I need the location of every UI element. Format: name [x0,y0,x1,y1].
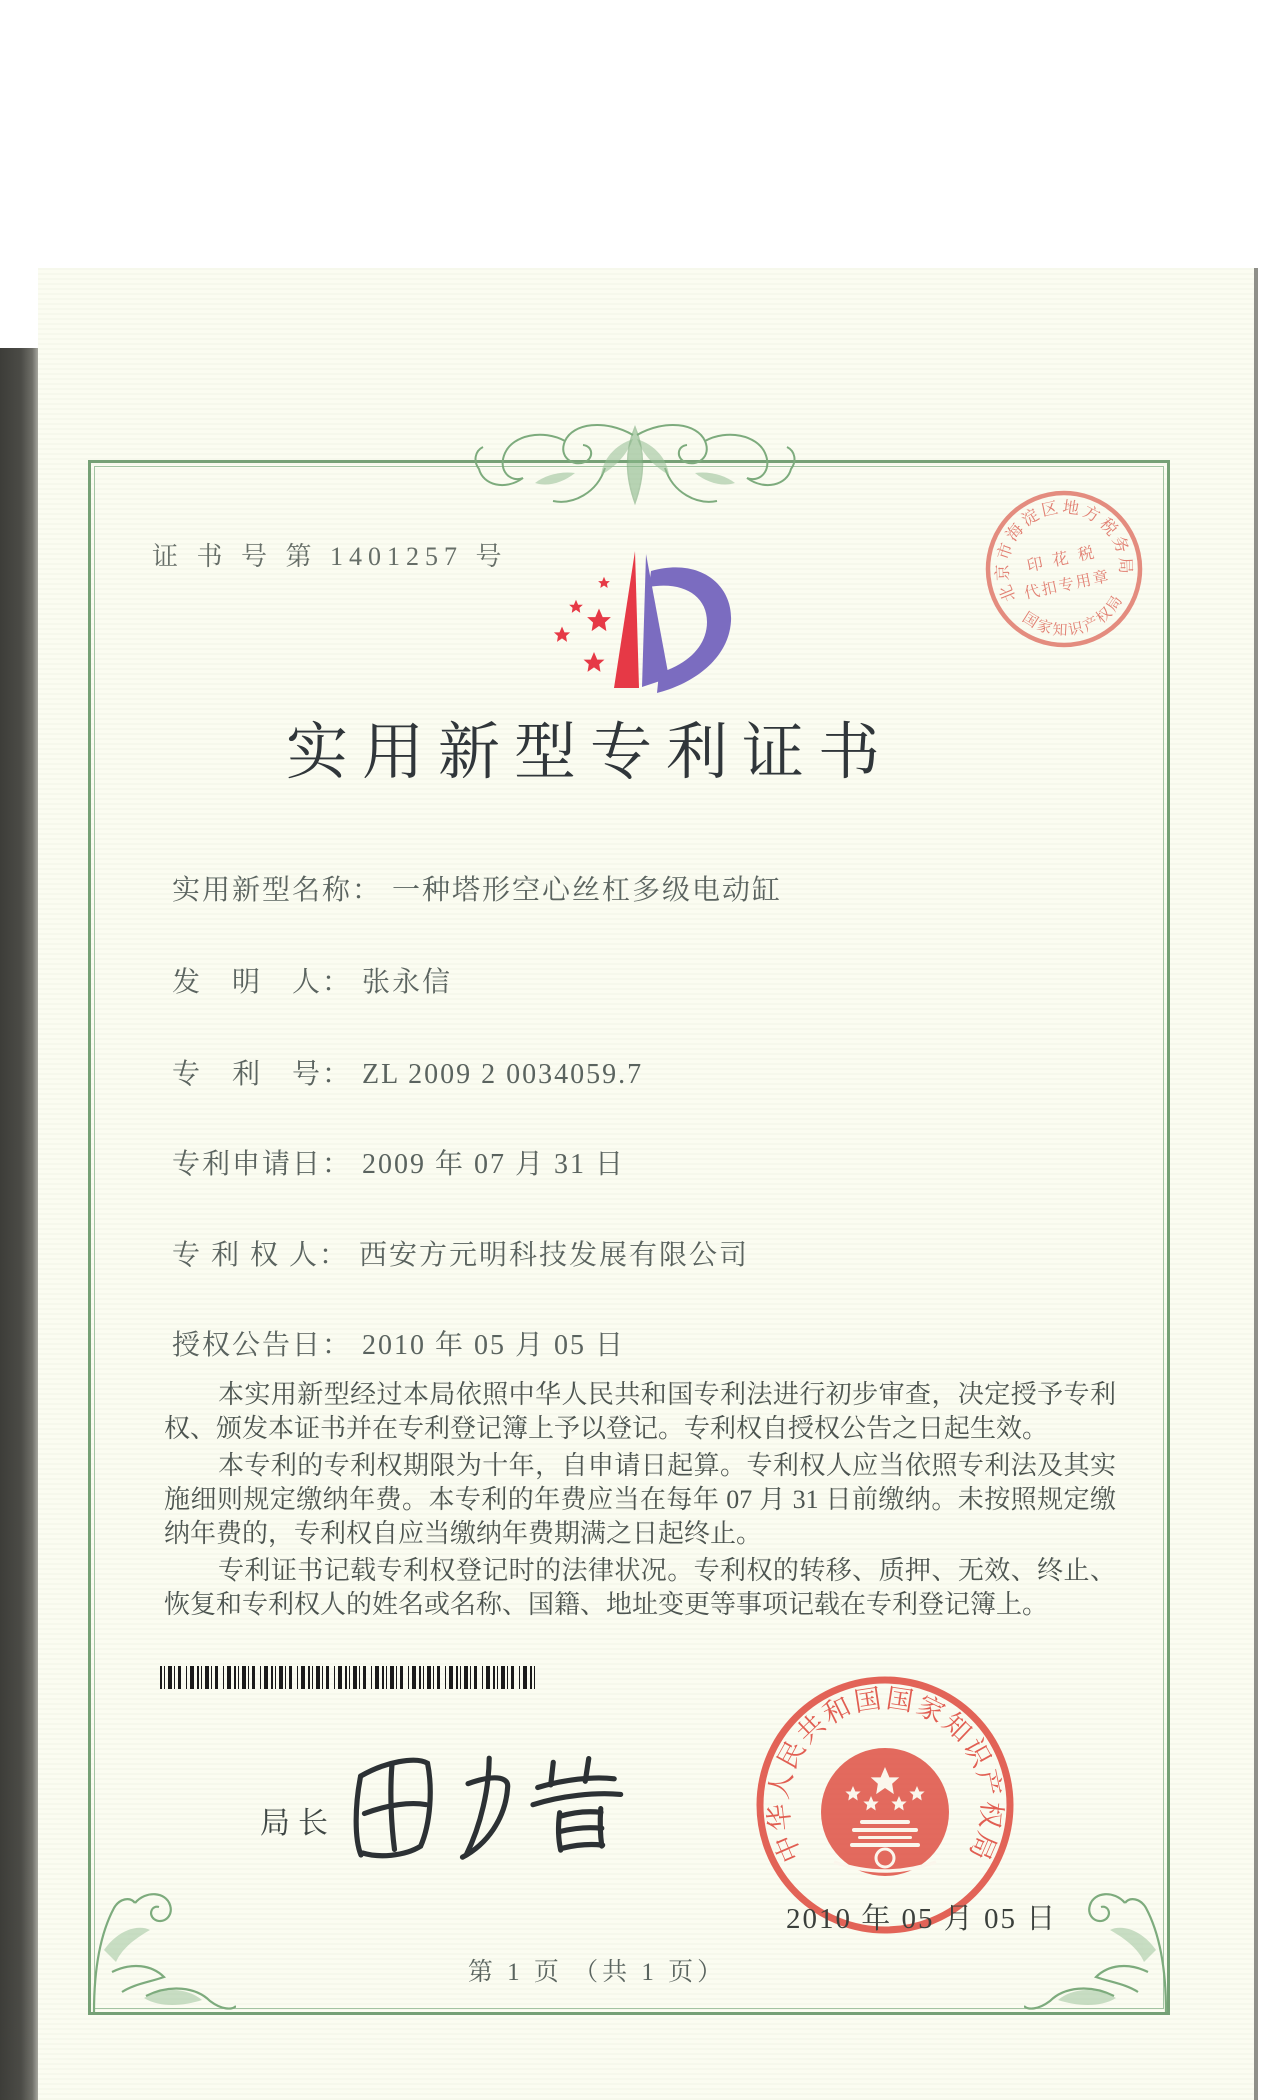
svg-text:北京市海淀区地方税务局: 北京市海淀区地方税务局 [992,497,1136,605]
field-inventor [172,960,452,1000]
field-grant-date [172,1323,625,1363]
field-patentee [172,1233,749,1273]
field-patent-number [172,1052,643,1092]
certificate-number: 证 书 号 第 1401257 号 [152,542,508,571]
legal-paragraph: 本实用新型经过本局依照中华人民共和国专利法进行初步审查，决定授予专利权、颁发本证书并在专利登记簿上予以登记。专利权自授权公告之日起生效。 [164,1380,1116,1443]
svg-text:中华人民共和国国家知识产权局: 中华人民共和国国家知识产权局 [763,1683,1007,1867]
floral-corner-ornament-icon [86,1880,236,2016]
tax-stamp-seal [963,468,1165,670]
scan-edge-strip [0,348,38,2100]
grant-seal-date: 2010 年 05 月 05 日 [786,1903,1058,1935]
certificate-title: 实用新型专利证书 [285,719,894,787]
field-value: 张永信 [362,967,453,998]
barcode-icon [160,1666,538,1689]
legal-text [164,1378,1116,1625]
field-utility-model-name [172,868,782,908]
national-emblem-icon [821,1748,949,1876]
field-value: 2009 年 07 月 31 日 [362,1149,626,1180]
field-label: 专利申请日： [172,1149,353,1180]
field-value: 西安方元明科技发展有限公司 [359,1240,750,1271]
director-signature [336,1734,636,1884]
dragon-ornament-icon [455,413,815,513]
svg-text:国家知识产权局: 国家知识产权局 [1019,591,1128,640]
signature-strokes-icon [336,1734,636,1875]
svg-text:代扣专用章: 代扣专用章 [1022,567,1112,603]
field-value: ZL 2009 2 0034059.7 [362,1059,644,1090]
page-footer: 第 1 页 （共 1 页） [467,1959,727,1986]
legal-paragraph: 专利证书记载专利权登记时的法律状况。专利权的转移、质押、无效、终止、恢复和专利权人的姓名或名称、国籍、地址变更等事项记载在专利登记簿上。 [164,1556,1116,1619]
svg-text:印 花 税: 印 花 税 [1025,544,1099,576]
field-label: 专 利 号： [172,1059,353,1090]
field-label: 实用新型名称： [172,875,383,906]
paper-edge-shadow [1254,268,1258,2100]
field-label: 授权公告日： [172,1330,353,1361]
field-label: 发 明 人： [172,967,353,998]
director-title: 局长 [260,1807,336,1840]
legal-paragraph: 本专利的专利权期限为十年，自申请日起算。专利权人应当依照专利法及其实施细则规定缴纳年费。本专利的年费应当在每年 07 月 31 日前缴纳。未按照规定缴纳年费的，专利权自应当缴纳年费期满之日起终止。 [164,1451,1116,1548]
field-filing-date [172,1142,625,1182]
cnipa-logo-icon [542,545,737,695]
field-value: 2010 年 05 月 05 日 [362,1330,626,1361]
field-value: 一种塔形空心丝杠多级电动缸 [392,875,783,906]
field-label: 专 利 权 人： [172,1240,350,1271]
